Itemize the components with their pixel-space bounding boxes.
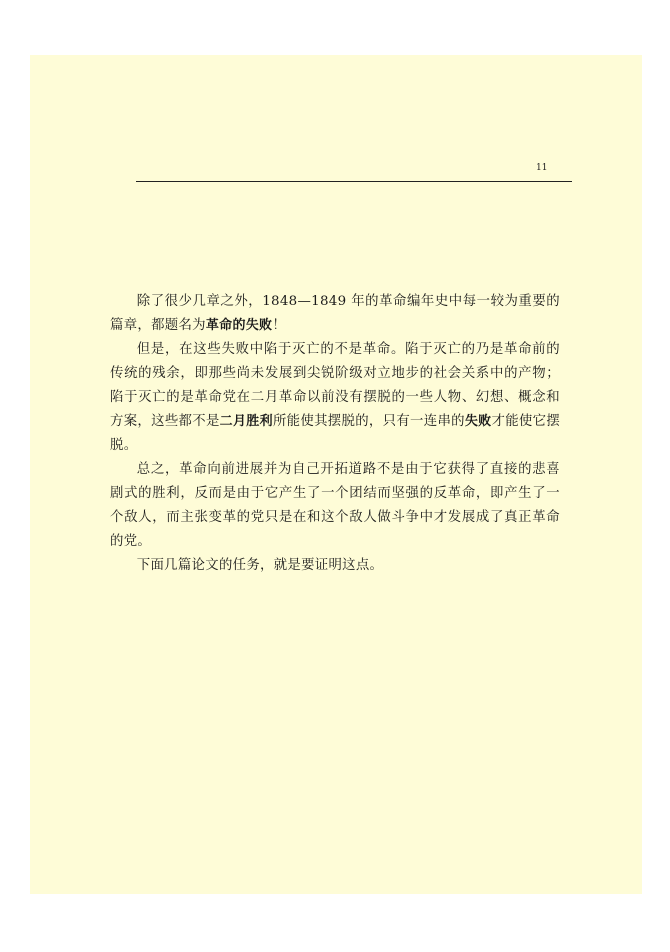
document-page [30,55,642,894]
paragraph-text: 下面几篇论文的任务，就是要证明这点。 [136,558,384,573]
paragraph-text: 总之，革命向前进展并为自己开拓道路不是由于它获得了直接的悲喜剧式的胜利，反而是由于它产生了一个团结而坚强的反革命，即产生了一个敌人，而主张变革的党只是在和这个敌人做斗争中才发展成了真正革命的党。 [110,462,560,549]
paragraph-text: ！ [272,318,287,333]
paragraph-text: 所能使其摆脱的，只有一连串的 [272,414,465,429]
paragraph-2 [110,338,560,458]
paragraph-3 [110,458,560,554]
paragraph-4 [110,554,560,578]
paragraph-text: 除了很少几章之外，1848—1849 年的革命编年史中每一较为重要的篇章，都题名为 [110,294,560,333]
page-number: 11 [536,163,548,173]
emphasis-text: 失败 [464,414,492,429]
emphasis-text: 二月胜利 [219,414,273,429]
paragraph-text: 才能使它摆脱。 [110,414,561,453]
emphasis-text: 革命的失败 [205,318,273,333]
paragraph-text: 但是，在这些失败中陷于灭亡的不是革命。陷于灭亡的乃是革命前的传统的残余，即那些尚未发展到尖锐阶级对立地步的社会关系中的产物；陷于灭亡的是革命党在二月革命以前没有摆脱的一些人物、幻想、概念和方案，这些都不是 [110,342,560,429]
header-rule [136,181,572,182]
paragraph-1 [110,290,560,338]
body-text [110,290,560,578]
